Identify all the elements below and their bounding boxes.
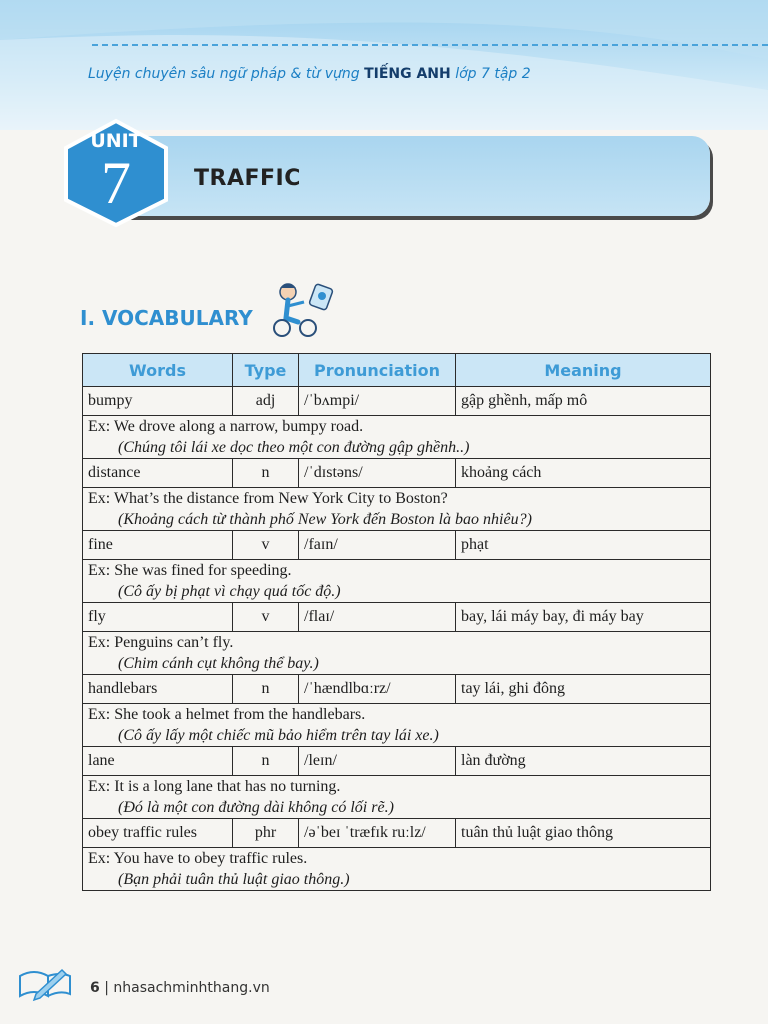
example-cell (83, 416, 711, 459)
pronunciation-cell: /leɪn/ (299, 747, 456, 776)
example-translation: (Chim cánh cụt không thể bay.) (118, 655, 319, 672)
type-cell: n (233, 675, 299, 704)
unit-label: UNIT (90, 130, 142, 152)
pronunciation-cell: /ˈhændlbɑːrz/ (299, 675, 456, 704)
meaning-cell: gập ghềnh, mấp mô (456, 387, 711, 416)
example-translation: (Chúng tôi lái xe dọc theo một con đường gập ghềnh..) (118, 439, 470, 456)
vocabulary-table (82, 353, 711, 891)
example-cell (83, 776, 711, 819)
word-cell: obey traffic rules (83, 819, 233, 848)
table-row (83, 675, 711, 704)
word-cell: handlebars (83, 675, 233, 704)
publisher-website: nhasachminhthang.vn (113, 980, 270, 996)
word-cell: fly (83, 603, 233, 632)
example-cell (83, 560, 711, 603)
type-cell: n (233, 459, 299, 488)
pronunciation-cell: /əˈbeɪ ˈtræfɪk ruːlz/ (299, 819, 456, 848)
meaning-cell: phạt (456, 531, 711, 560)
column-header-words: Words (83, 354, 233, 387)
type-cell: n (233, 747, 299, 776)
meaning-cell: tuân thủ luật giao thông (456, 819, 711, 848)
unit-number: 7 (101, 150, 131, 216)
example-row (83, 704, 711, 747)
pronunciation-cell: /faɪn/ (299, 531, 456, 560)
column-header-meaning: Meaning (456, 354, 711, 387)
kid-on-bike-illustration (268, 278, 340, 340)
pronunciation-cell: /ˈbʌmpi/ (299, 387, 456, 416)
example-translation: (Cô ấy bị phạt vì chạy quá tốc độ.) (118, 583, 341, 600)
pencil-notebook-icon (14, 964, 76, 1004)
example-sentence: Ex: It is a long lane that has no turning. (88, 778, 341, 795)
word-cell: distance (83, 459, 233, 488)
type-cell: adj (233, 387, 299, 416)
example-row (83, 776, 711, 819)
series-title: Luyện chuyên sâu ngữ pháp & từ vựng TIẾNG ANH lớp 7 tập 2 (88, 66, 531, 82)
type-cell: phr (233, 819, 299, 848)
header-dashed-line (92, 44, 768, 46)
column-header-type: Type (233, 354, 299, 387)
column-header-pronunciation: Pronunciation (299, 354, 456, 387)
example-row (83, 632, 711, 675)
table-row (83, 819, 711, 848)
meaning-cell: khoảng cách (456, 459, 711, 488)
example-cell (83, 632, 711, 675)
example-sentence: Ex: Penguins can’t fly. (88, 634, 234, 651)
table-row (83, 387, 711, 416)
example-row (83, 488, 711, 531)
type-cell: v (233, 531, 299, 560)
pronunciation-cell: /ˈdɪstəns/ (299, 459, 456, 488)
page-footer (90, 980, 270, 996)
example-cell (83, 848, 711, 891)
table-row (83, 531, 711, 560)
example-sentence: Ex: What’s the distance from New York City to Boston? (88, 490, 448, 507)
type-cell: v (233, 603, 299, 632)
pronunciation-cell: /flaɪ/ (299, 603, 456, 632)
example-row (83, 560, 711, 603)
footer-separator: | (99, 980, 114, 996)
example-sentence: Ex: We drove along a narrow, bumpy road. (88, 418, 364, 435)
table-row (83, 459, 711, 488)
page-number: 6 (90, 980, 100, 996)
example-translation: (Bạn phải tuân thủ luật giao thông.) (118, 871, 350, 888)
example-cell (83, 704, 711, 747)
example-sentence: Ex: You have to obey traffic rules. (88, 850, 308, 867)
example-row (83, 848, 711, 891)
example-row (83, 416, 711, 459)
unit-title: TRAFFIC (194, 166, 301, 191)
example-sentence: Ex: She took a helmet from the handlebars. (88, 706, 366, 723)
meaning-cell: bay, lái máy bay, đi máy bay (456, 603, 711, 632)
example-translation: (Đó là một con đường dài không có lối rẽ.) (118, 799, 394, 816)
word-cell: bumpy (83, 387, 233, 416)
example-cell (83, 488, 711, 531)
word-cell: fine (83, 531, 233, 560)
example-translation: (Khoảng cách từ thành phố New York đến Boston là bao nhiêu?) (118, 511, 532, 528)
example-sentence: Ex: She was fined for speeding. (88, 562, 292, 579)
example-translation: (Cô ấy lấy một chiếc mũ bảo hiểm trên tay lái xe.) (118, 727, 439, 744)
meaning-cell: tay lái, ghi đông (456, 675, 711, 704)
word-cell: lane (83, 747, 233, 776)
meaning-cell: làn đường (456, 747, 711, 776)
header-wave-decoration (0, 0, 768, 130)
table-header-row (83, 354, 711, 387)
table-row (83, 603, 711, 632)
table-row (83, 747, 711, 776)
section-heading: I. VOCABULARY (80, 306, 253, 330)
